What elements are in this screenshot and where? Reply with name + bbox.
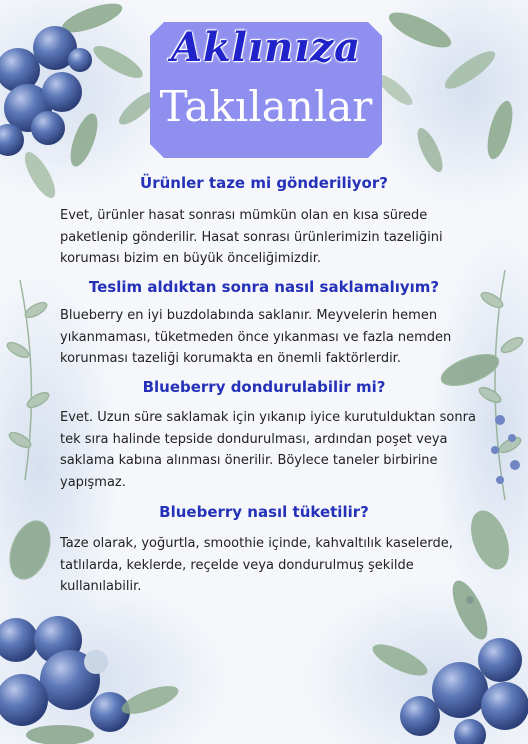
faq-question-4: Blueberry nasıl tüketilir? bbox=[159, 503, 369, 521]
title-script: Aklınıza bbox=[170, 24, 362, 71]
faq-answer-4: Taze olarak, yoğurtla, smoothie içinde, kahvaltılık kaselerde, tatlılarda, keklerde, reçelde veya dondurulmuş şekilde kullanılabilir. bbox=[60, 536, 453, 594]
faq-answer-3: Evet. Uzun süre saklamak için yıkanıp iyice kurutulduktan sonra tek sıra halinde tepside dondurulması, ardından poşet veya saklama kabına alınması önerilir. Böylece taneler birbirine yapışmaz. bbox=[60, 410, 476, 490]
faq-question-3: Blueberry dondurulabilir mi? bbox=[142, 378, 386, 396]
faq-answer-2: Blueberry en iyi buzdolabında saklanır. Meyvelerin hemen yıkanmaması, tüketmeden önce yıkanması ve fazla nemden korunması tazeliği korumakta en önemli faktörlerdir. bbox=[60, 308, 452, 366]
faq-question-1: Ürünler taze mi gönderiliyor? bbox=[140, 174, 388, 192]
faq-question-2: Teslim aldıktan sonra nasıl saklamalıyım? bbox=[88, 278, 440, 296]
title-main: Takılanlar bbox=[159, 82, 373, 131]
faq-answer-1: Evet, ürünler hasat sonrası mümkün olan en kısa sürede paketlenip gönderilir. Hasat sonrası ürünlerimizin tazeliğini koruması bizim en büyük önceliğimizdir. bbox=[60, 208, 443, 266]
